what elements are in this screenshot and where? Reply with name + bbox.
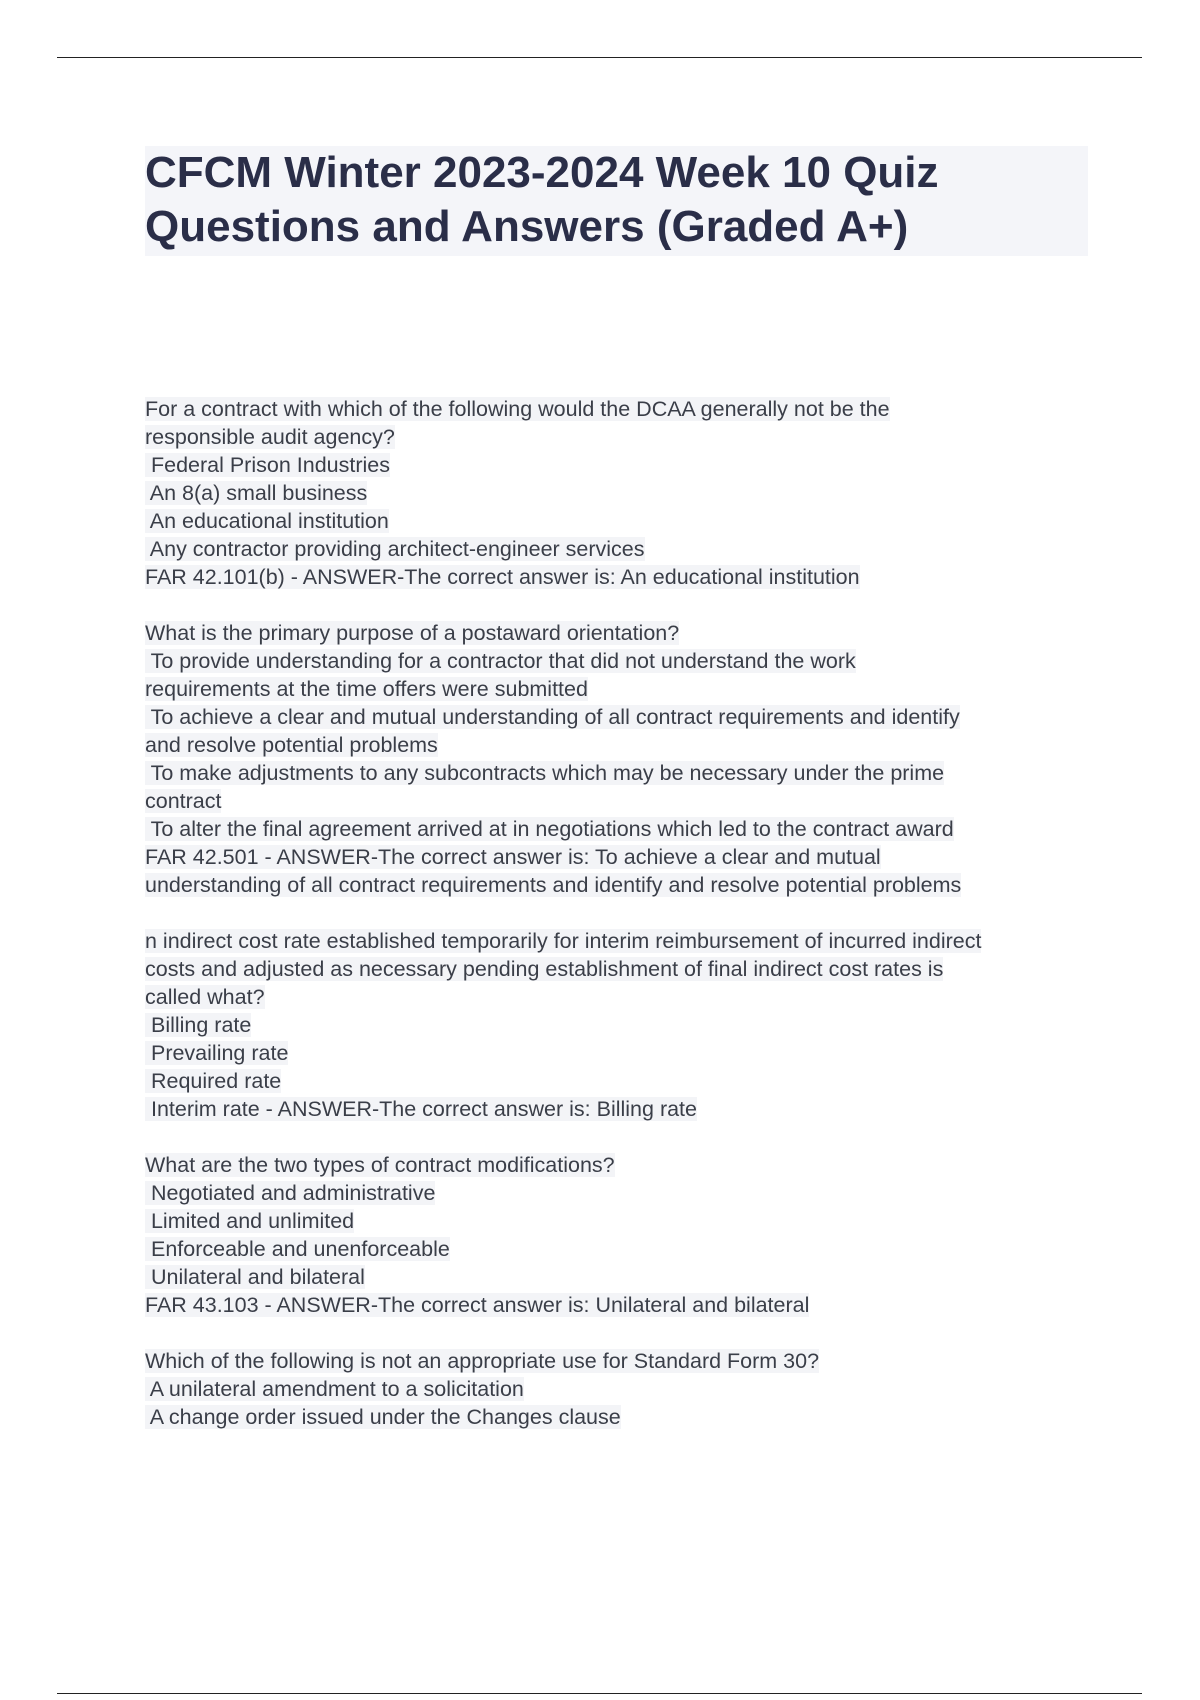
text-line [145,1039,1105,1067]
text-line [145,675,1105,703]
text-line-content: What is the primary purpose of a postaward orientation? [145,621,680,645]
text-line-content: Enforceable and unenforceable [145,1237,450,1261]
bottom-rule [57,1693,1142,1694]
text-line [145,647,1105,675]
text-line [145,871,1105,899]
text-line-content: Prevailing rate [145,1041,289,1065]
top-rule [57,57,1142,58]
spacer [145,1123,1105,1151]
text-line [145,759,1105,787]
text-line [145,1067,1105,1095]
text-line [145,927,1105,955]
question-block [145,1347,1105,1431]
question-block [145,1151,1105,1319]
text-line [145,479,1105,507]
text-line-content: To provide understanding for a contractor that did not understand the work [145,649,856,673]
text-line [145,395,1105,423]
text-line-content: A unilateral amendment to a solicitation [145,1377,524,1401]
text-line [145,1151,1105,1179]
questions-body [145,395,1105,1431]
text-line [145,1347,1105,1375]
text-line [145,1403,1105,1431]
text-line [145,507,1105,535]
text-line [145,619,1105,647]
text-line-content: n indirect cost rate established temporarily for interim reimbursement of incurred indirect [145,929,982,953]
text-line-content: and resolve potential problems [145,733,438,757]
text-line-content: Federal Prison Industries [145,453,390,477]
text-line-content: contract [145,789,222,813]
question-block [145,619,1105,899]
text-line [145,731,1105,759]
text-line-content: called what? [145,985,265,1009]
text-line [145,1291,1105,1319]
question-block [145,395,1105,591]
text-line-content: To make adjustments to any subcontracts which may be necessary under the prime [145,761,945,785]
text-line-content: Any contractor providing architect-engineer services [145,537,645,561]
text-line-content: A change order issued under the Changes clause [145,1405,621,1429]
text-line [145,843,1105,871]
text-line-content: To alter the final agreement arrived at in negotiations which led to the contract award [145,817,954,841]
text-line-content: Which of the following is not an appropriate use for Standard Form 30? [145,1349,820,1373]
text-line-content: FAR 42.101(b) - ANSWER-The correct answer is: An educational institution [145,565,860,589]
text-line-content: Billing rate [145,1013,252,1037]
text-line [145,535,1105,563]
text-line-content: requirements at the time offers were submitted [145,677,588,701]
text-line [145,1179,1105,1207]
text-line [145,1375,1105,1403]
text-line [145,703,1105,731]
text-line [145,815,1105,843]
text-line-content: Unilateral and bilateral [145,1265,365,1289]
text-line-content: Interim rate - ANSWER-The correct answer is: Billing rate [145,1097,697,1121]
text-line [145,983,1105,1011]
text-line-content: FAR 43.103 - ANSWER-The correct answer is: Unilateral and bilateral [145,1293,810,1317]
title-line: CFCM Winter 2023-2024 Week 10 Quiz [145,148,939,197]
spacer [145,591,1105,619]
text-line [145,1095,1105,1123]
text-line [145,423,1105,451]
text-line-content: Negotiated and administrative [145,1181,436,1205]
text-line [145,451,1105,479]
question-block [145,927,1105,1123]
spacer [145,1319,1105,1347]
text-line-content: An educational institution [145,509,389,533]
text-line-content: To achieve a clear and mutual understanding of all contract requirements and identify [145,705,960,729]
title-line: Questions and Answers (Graded A+) [145,202,909,251]
text-line [145,1011,1105,1039]
text-line [145,1207,1105,1235]
text-line [145,955,1105,983]
text-line-content: FAR 42.501 - ANSWER-The correct answer is: To achieve a clear and mutual [145,845,881,869]
text-line [145,787,1105,815]
text-line-content: Limited and unlimited [145,1209,355,1233]
text-line-content: For a contract with which of the following would the DCAA generally not be the [145,397,890,421]
text-line-content: What are the two types of contract modifications? [145,1153,615,1177]
text-line [145,563,1105,591]
text-line-content: understanding of all contract requirements and identify and resolve potential problems [145,873,962,897]
text-line-content: An 8(a) small business [145,481,368,505]
document-title [145,146,1088,256]
text-line-content: Required rate [145,1069,282,1093]
text-line [145,1235,1105,1263]
text-line-content: responsible audit agency? [145,425,395,449]
spacer [145,899,1105,927]
text-line-content: costs and adjusted as necessary pending establishment of final indirect cost rates is [145,957,944,981]
text-line [145,1263,1105,1291]
